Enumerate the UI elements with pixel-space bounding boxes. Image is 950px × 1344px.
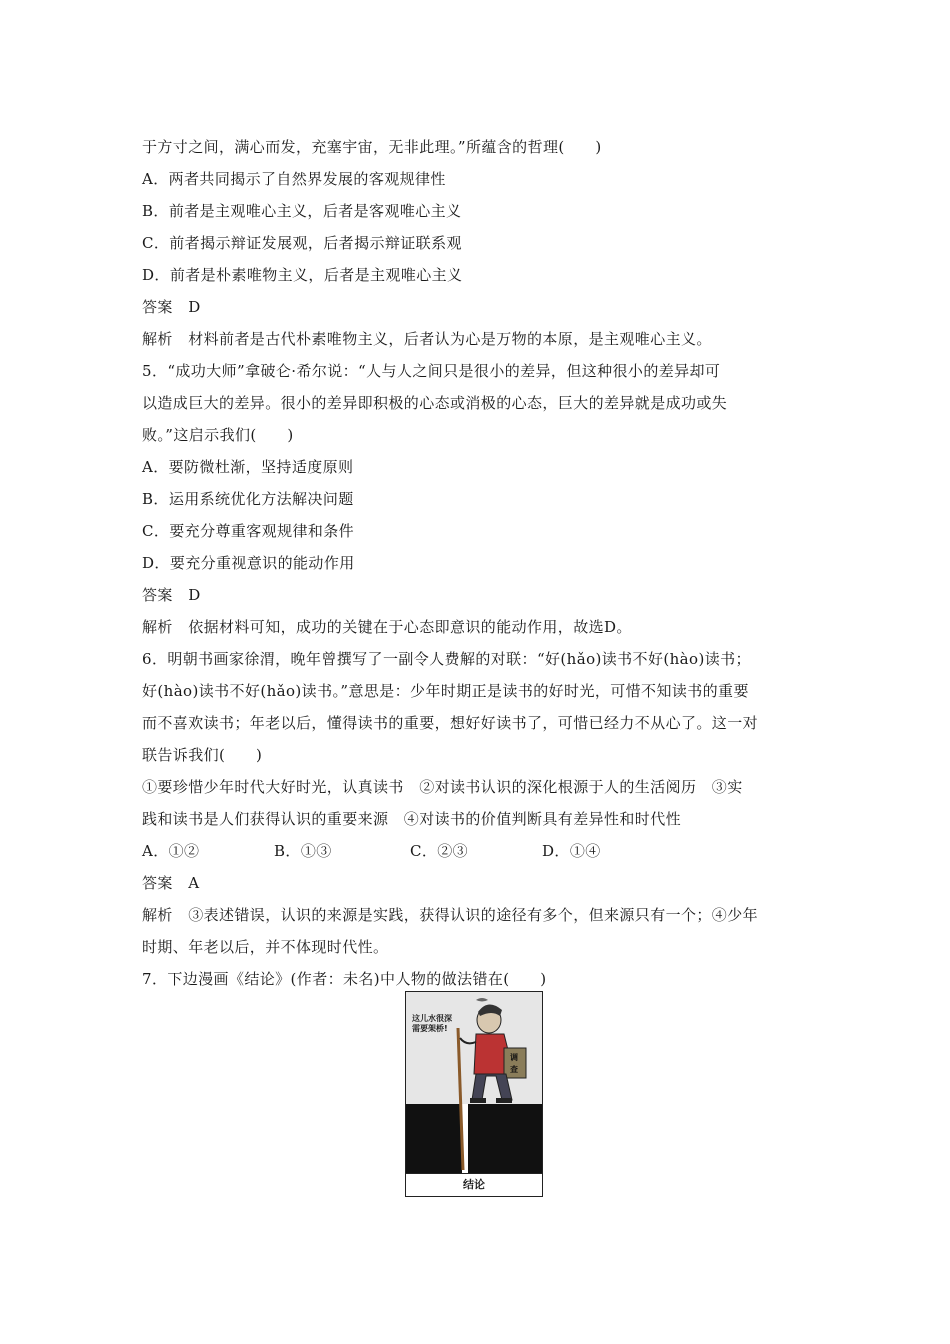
q5-answer: 答案 D: [142, 586, 201, 604]
q6-option-d: D．①④: [542, 842, 601, 860]
q5-analysis: 解析 依据材料可知，成功的关键在于心态即意识的能动作用，故选D。: [142, 618, 632, 636]
q6-option-a: A．①②: [142, 842, 200, 860]
cartoon-caption: 结论: [406, 1173, 542, 1196]
q6-option-b: B．①③: [274, 842, 332, 860]
q4-option-a: A．两者共同揭示了自然界发展的客观规律性: [142, 170, 446, 188]
q5-option-b: B．运用系统优化方法解决问题: [142, 490, 354, 508]
bag-label: 查: [510, 1065, 518, 1074]
q6-analysis: 解析 ③表述错误，认识的来源是实践，获得认识的途径有多个，但来源只有一个；④少年: [142, 906, 759, 924]
q5-stem-line: 以造成巨大的差异。很小的差异即积极的心态或消极的心态，巨大的差异就是成功或失: [142, 394, 728, 412]
q5-stem-line: 5．“成功大师”拿破仑·希尔说：“人与人之间只是很小的差异，但这种很小的差异却可: [142, 362, 721, 380]
bubble-line: 这儿水很深: [412, 1014, 452, 1023]
q7-stem: 7．下边漫画《结论》(作者：未名)中人物的做法错在( ): [142, 970, 547, 988]
q6-analysis: 时期、年老以后，并不体现时代性。: [142, 938, 389, 956]
q4-option-d: D．前者是朴素唯物主义，后者是主观唯心主义: [142, 266, 463, 284]
bag-label: 调: [510, 1053, 518, 1062]
q6-stem-line: 6．明朝书画家徐渭，晚年曾撰写了一副令人费解的对联：“好(hǎo)读书不好(hào)读书；: [142, 650, 751, 668]
q5-option-d: D．要充分重视意识的能动作用: [142, 554, 355, 572]
q5-stem-line: 败。”这启示我们( ): [142, 426, 294, 444]
cartoon-image: [405, 991, 543, 1197]
q6-options-row: [142, 841, 822, 861]
q5-option-a: A．要防微杜渐，坚持适度原则: [142, 458, 354, 476]
q6-stem-line: 好(hào)读书不好(hǎo)读书。”意思是：少年时期正是读书的好时光，可惜不知读书的重要: [142, 682, 749, 700]
q4-answer: 答案 D: [142, 298, 201, 316]
q6-answer: 答案 A: [142, 874, 200, 892]
text-line: 于方寸之间，满心而发，充塞宇宙，无非此理。”所蕴含的哲理( ): [142, 138, 602, 156]
q4-analysis: 解析 材料前者是古代朴素唯物主义，后者认为心是万物的本原，是主观唯心主义。: [142, 330, 712, 348]
q4-option-c: C．前者揭示辩证发展观，后者揭示辩证联系观: [142, 234, 462, 252]
q6-stem-line: 联告诉我们( ): [142, 746, 263, 764]
q6-stem-line: 而不喜欢读书；年老以后，懂得读书的重要，想好好读书了，可惜已经力不从心了。这一对: [142, 714, 759, 732]
q5-option-c: C．要充分尊重客观规律和条件: [142, 522, 355, 540]
q6-statements: 践和读书是人们获得认识的重要来源 ④对读书的价值判断具有差异性和时代性: [142, 810, 682, 828]
bubble-line: 需要架桥!: [412, 1024, 448, 1033]
q6-statements: ①要珍惜少年时代大好时光，认真读书 ②对读书认识的深化根源于人的生活阅历 ③实: [142, 778, 743, 796]
q4-option-b: B．前者是主观唯心主义，后者是客观唯心主义: [142, 202, 462, 220]
q6-option-c: C．②③: [410, 842, 469, 860]
speech-bubble: [412, 1014, 452, 1034]
